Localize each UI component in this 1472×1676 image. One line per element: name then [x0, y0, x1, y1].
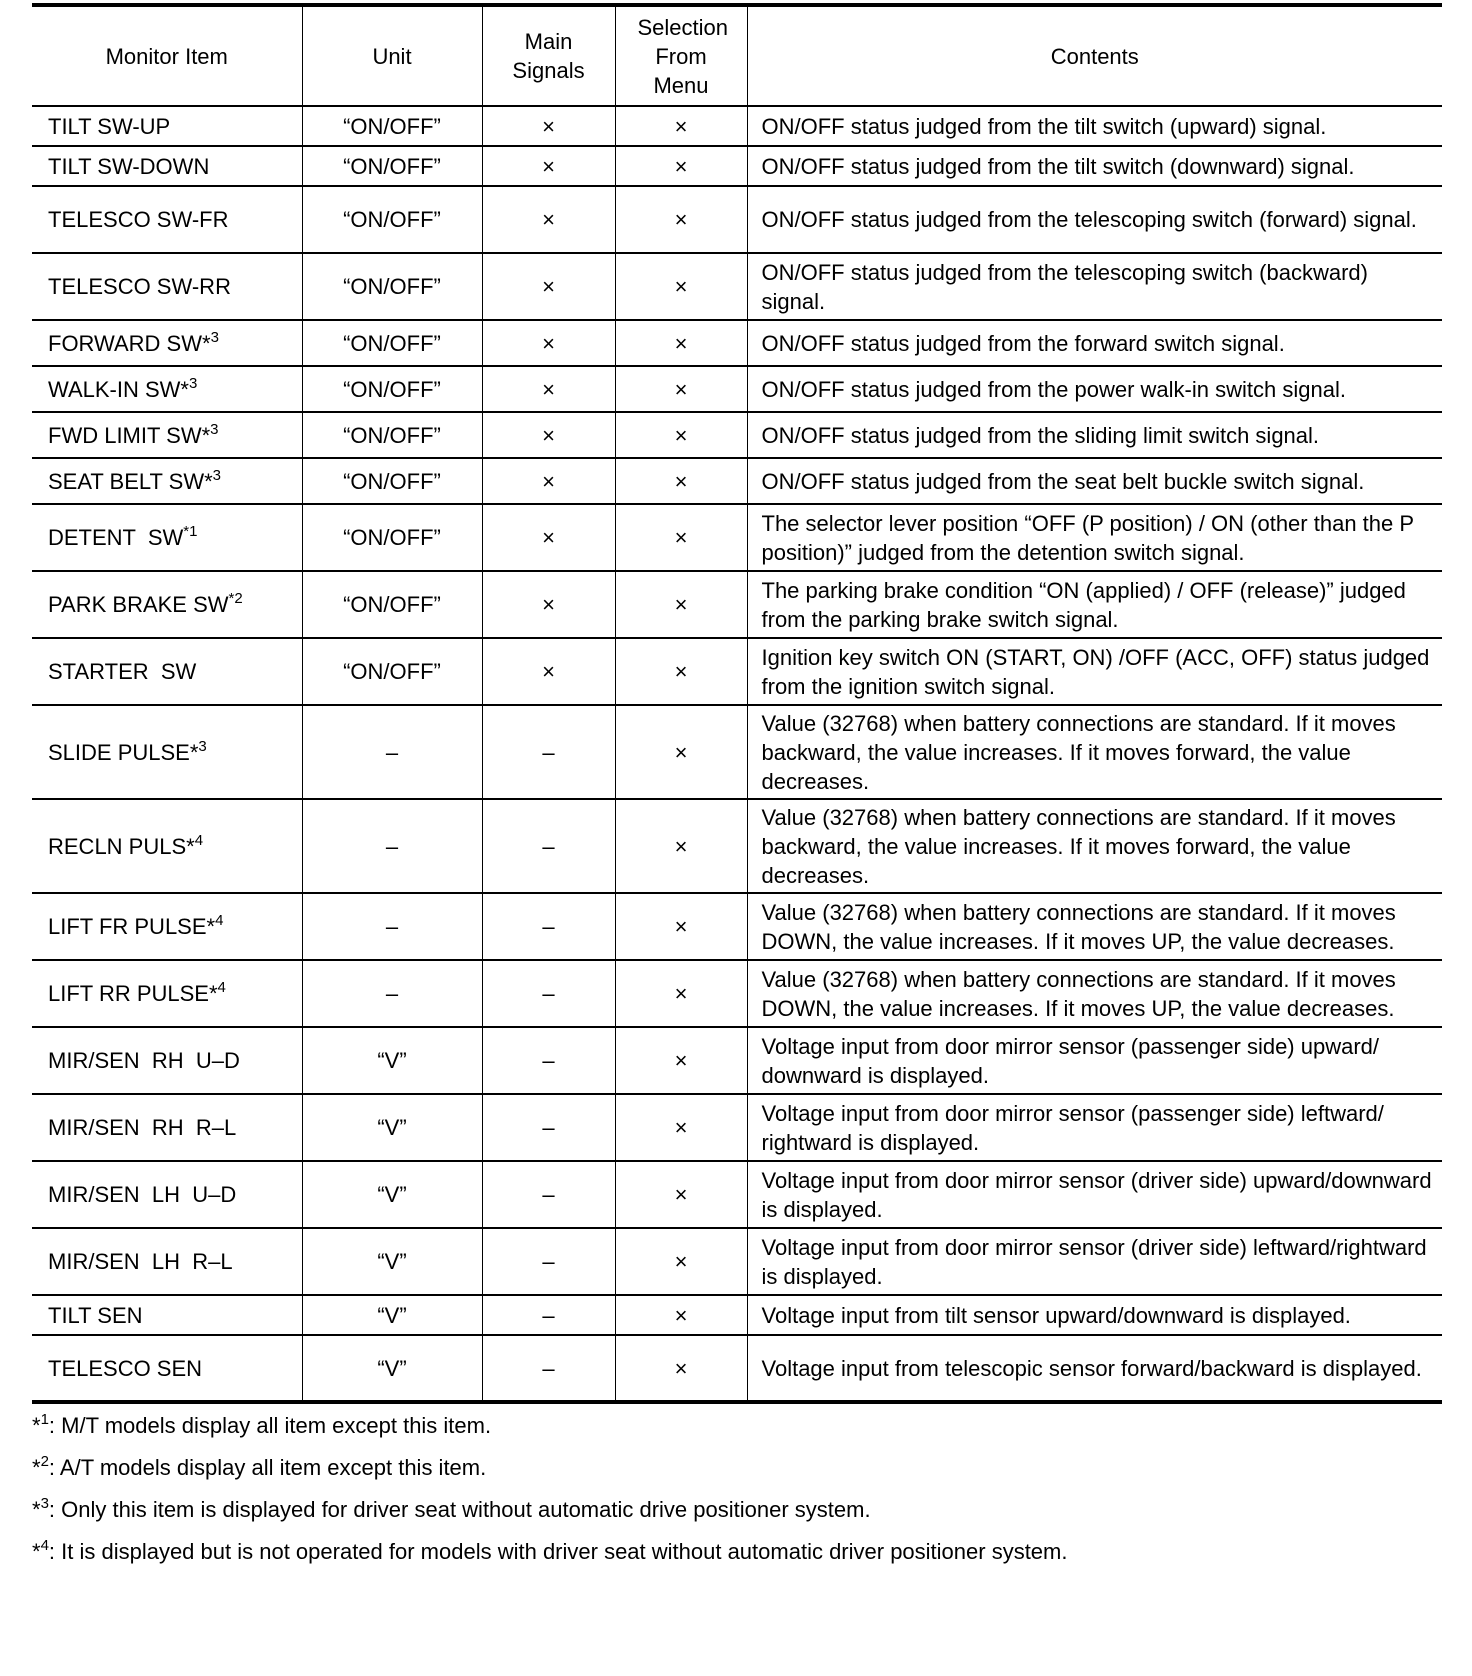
contents-cell: [747, 504, 1442, 571]
header-selection-from-menu: Selection From Menu: [615, 5, 747, 106]
contents-cell: [747, 638, 1442, 705]
header-contents: Contents: [747, 5, 1442, 106]
unit-cell: [302, 1335, 482, 1402]
table-row: [32, 1335, 1442, 1402]
unit-cell: [302, 638, 482, 705]
unit-cell: [302, 571, 482, 638]
selection-cell: [615, 412, 747, 458]
unit-cell-text: “ON/OFF”: [343, 207, 441, 232]
selection-cell: [615, 1335, 747, 1402]
table-row: [32, 412, 1442, 458]
selection-cell-text: ×: [674, 113, 688, 139]
contents-cell: [747, 1228, 1442, 1295]
contents-cell: [747, 799, 1442, 893]
footnote: [32, 1537, 1442, 1579]
unit-cell: [302, 960, 482, 1027]
main-signals-cell: [482, 571, 615, 638]
main-signals-cell-text: ×: [542, 153, 555, 179]
selection-cell-text: ×: [674, 153, 688, 179]
main-signals-cell-text: –: [542, 914, 555, 939]
table-row: [32, 106, 1442, 146]
selection-cell: [615, 1027, 747, 1094]
table-row: [32, 504, 1442, 571]
table-row: [32, 799, 1442, 893]
table-row: [32, 253, 1442, 320]
unit-cell-text: “V”: [377, 1115, 407, 1140]
footnote-mark: *: [32, 1497, 41, 1522]
selection-cell: [615, 1295, 747, 1335]
main-signals-cell: [482, 412, 615, 458]
footnote-ref: 3: [212, 466, 221, 484]
monitor-item-cell: [32, 799, 302, 893]
monitor-item-cell: [32, 458, 302, 504]
table-row: [32, 458, 1442, 504]
main-signals-cell-text: –: [542, 1115, 555, 1140]
selection-cell-text: ×: [674, 1115, 688, 1140]
contents-cell: [747, 960, 1442, 1027]
monitor-item-cell: [32, 504, 302, 571]
contents-cell-text: ON/OFF status judged from the sliding limit switch signal.: [761, 422, 1320, 448]
table-row: [32, 366, 1442, 412]
selection-cell-text: ×: [674, 207, 688, 232]
unit-cell-text: –: [385, 981, 399, 1006]
main-signals-cell-text: –: [542, 739, 555, 765]
table-row: [32, 1228, 1442, 1295]
unit-cell: [302, 186, 482, 253]
main-signals-cell: [482, 1161, 615, 1228]
selection-cell-text: ×: [674, 659, 688, 684]
table-row: [32, 571, 1442, 638]
main-signals-cell: [482, 638, 615, 705]
monitor-item-cell-text: MIR/SEN LH R–L: [48, 1249, 233, 1274]
footnote: [32, 1411, 1442, 1453]
unit-cell: [302, 1161, 482, 1228]
unit-cell: [302, 458, 482, 504]
monitor-item-cell-text: LIFT RR PULSE*: [48, 981, 218, 1006]
main-signals-cell-text: ×: [542, 274, 555, 299]
unit-cell-text: “V”: [377, 1355, 407, 1381]
monitor-item-cell-text: WALK-IN SW*: [48, 376, 189, 402]
table-row: [32, 146, 1442, 186]
main-signals-cell: [482, 1228, 615, 1295]
unit-cell-text: “ON/OFF”: [343, 153, 441, 179]
contents-cell: [747, 705, 1442, 799]
contents-cell: [747, 320, 1442, 366]
selection-cell: [615, 106, 747, 146]
monitor-item-cell: [32, 571, 302, 638]
monitor-item-cell: [32, 705, 302, 799]
unit-cell-text: “ON/OFF”: [343, 592, 441, 617]
monitor-item-cell: [32, 1335, 302, 1402]
unit-cell: [302, 106, 482, 146]
main-signals-cell-text: ×: [542, 207, 555, 232]
contents-cell: [747, 366, 1442, 412]
selection-cell: [615, 571, 747, 638]
table-row: [32, 1295, 1442, 1335]
selection-cell: [615, 1161, 747, 1228]
table-row: [32, 320, 1442, 366]
contents-cell: [747, 412, 1442, 458]
unit-cell: [302, 1228, 482, 1295]
contents-cell-text: ON/OFF status judged from the tilt switch (downward) signal.: [761, 153, 1355, 179]
selection-cell-text: ×: [674, 914, 688, 939]
monitor-item-cell-text: FORWARD SW*: [48, 330, 211, 356]
contents-cell-text: ON/OFF status judged from the forward switch signal.: [761, 330, 1285, 356]
selection-cell: [615, 1228, 747, 1295]
unit-cell-text: “ON/OFF”: [343, 274, 441, 299]
main-signals-cell: [482, 253, 615, 320]
monitor-item-cell: [32, 366, 302, 412]
monitor-item-cell: [32, 893, 302, 960]
monitor-item-cell-text: TILT SW-DOWN: [48, 153, 210, 179]
table-row: [32, 705, 1442, 799]
monitor-item-cell-text: SLIDE PULSE*: [48, 739, 199, 765]
table-row: [32, 1094, 1442, 1161]
footnote-number: 2: [40, 1453, 49, 1470]
unit-cell-text: “V”: [377, 1048, 407, 1073]
contents-cell-text: Voltage input from door mirror sensor (passenger side) leftward/ rightward is displayed.: [761, 1100, 1384, 1155]
monitor-item-cell: [32, 146, 302, 186]
footnote-text: : It is displayed but is not operated for models with driver seat without automatic driver positioner system.: [48, 1539, 1068, 1564]
unit-cell-text: “ON/OFF”: [343, 330, 441, 356]
unit-cell: [302, 253, 482, 320]
table-row: [32, 638, 1442, 705]
unit-cell: [302, 705, 482, 799]
contents-cell-text: ON/OFF status judged from the seat belt buckle switch signal.: [761, 468, 1365, 494]
main-signals-cell-text: –: [542, 833, 555, 859]
unit-cell-text: –: [385, 833, 399, 859]
footnote-text: : Only this item is displayed for driver seat without automatic drive positioner system.: [48, 1497, 871, 1522]
monitor-item-cell: [32, 1295, 302, 1335]
table-row: [32, 960, 1442, 1027]
main-signals-cell: [482, 458, 615, 504]
selection-cell: [615, 146, 747, 186]
contents-cell: [747, 1295, 1442, 1335]
unit-cell: [302, 893, 482, 960]
monitor-item-cell-text: MIR/SEN RH R–L: [48, 1115, 237, 1140]
footnotes: [32, 1411, 1442, 1579]
contents-cell-text: ON/OFF status judged from the telescoping switch (backward) signal.: [761, 259, 1368, 314]
monitor-item-cell: [32, 960, 302, 1027]
selection-cell-text: ×: [674, 1302, 688, 1328]
main-signals-cell-text: –: [542, 1048, 555, 1073]
table-row: [32, 893, 1442, 960]
main-signals-cell: [482, 960, 615, 1027]
monitor-item-cell: [32, 1027, 302, 1094]
header-main-signals: Main Signals: [482, 5, 615, 106]
main-signals-cell-text: –: [542, 981, 555, 1006]
monitor-item-cell: [32, 106, 302, 146]
monitor-item-cell: [32, 1161, 302, 1228]
selection-cell-text: ×: [674, 525, 688, 550]
unit-cell-text: “ON/OFF”: [343, 422, 441, 448]
main-signals-cell-text: –: [542, 1302, 555, 1328]
unit-cell: [302, 146, 482, 186]
selection-cell: [615, 893, 747, 960]
selection-cell-text: ×: [674, 1182, 688, 1207]
footnote-ref: 3: [188, 374, 198, 392]
table-row: [32, 186, 1442, 253]
footnote-mark: *: [32, 1413, 41, 1438]
contents-cell-text: The parking brake condition “ON (applied) / OFF (release)” judged from the parking brake switch signal.: [761, 577, 1406, 632]
unit-cell-text: “ON/OFF”: [343, 659, 441, 684]
main-signals-cell: [482, 504, 615, 571]
contents-cell-text: Ignition key switch ON (START, ON) /OFF (ACC, OFF) status judged from the ignition switch signal.: [761, 644, 1430, 699]
main-signals-cell: [482, 1335, 615, 1402]
table-body: [32, 106, 1442, 1402]
selection-cell: [615, 186, 747, 253]
footnote-text: : M/T models display all item except this item.: [48, 1413, 492, 1438]
monitor-item-cell-text: RECLN PULS*: [48, 833, 195, 859]
main-signals-cell: [482, 1295, 615, 1335]
unit-cell: [302, 320, 482, 366]
footnote: [32, 1495, 1442, 1537]
footnote-mark: *: [32, 1455, 41, 1480]
contents-cell: [747, 146, 1442, 186]
header-unit: Unit: [302, 5, 482, 106]
selection-cell: [615, 366, 747, 412]
contents-cell: [747, 1335, 1442, 1402]
main-signals-cell: [482, 1027, 615, 1094]
main-signals-cell-text: ×: [542, 659, 555, 684]
selection-cell: [615, 960, 747, 1027]
table-row: [32, 1161, 1442, 1228]
contents-cell-text: Voltage input from tilt sensor upward/downward is displayed.: [761, 1302, 1351, 1328]
footnote-number: 3: [40, 1495, 49, 1512]
main-signals-cell: [482, 1094, 615, 1161]
monitor-item-cell: [32, 1094, 302, 1161]
unit-cell: [302, 1094, 482, 1161]
contents-cell-text: The selector lever position “OFF (P position) / ON (other than the P position)” judged from the detention switch signal.: [761, 510, 1414, 565]
monitor-item-cell-text: MIR/SEN LH U–D: [48, 1182, 237, 1207]
main-signals-cell-text: ×: [542, 525, 555, 550]
main-signals-cell-text: –: [542, 1249, 555, 1274]
selection-cell-text: ×: [674, 833, 688, 859]
main-signals-cell-text: ×: [542, 468, 555, 494]
unit-cell: [302, 366, 482, 412]
selection-cell-text: ×: [674, 1355, 688, 1381]
monitor-item-cell: [32, 412, 302, 458]
contents-cell-text: Voltage input from door mirror sensor (driver side) leftward/rightward is displayed.: [761, 1234, 1427, 1289]
monitor-item-cell-text: TELESCO SW-RR: [48, 274, 231, 299]
table-row: [32, 1027, 1442, 1094]
selection-cell-text: ×: [674, 422, 688, 448]
main-signals-cell-text: –: [542, 1182, 555, 1207]
contents-cell-text: Value (32768) when battery connections are standard. If it moves DOWN, the value increases. If it moves UP, the value decreases.: [761, 966, 1396, 1021]
footnote-number: 4: [40, 1537, 49, 1554]
monitor-item-cell-text: TILT SW-UP: [48, 113, 171, 139]
selection-cell-text: ×: [674, 330, 688, 356]
monitor-table: [32, 3, 1442, 1404]
selection-cell: [615, 638, 747, 705]
main-signals-cell: [482, 146, 615, 186]
main-signals-cell: [482, 893, 615, 960]
monitor-item-cell-text: DETENT SW: [48, 525, 184, 550]
selection-cell-text: ×: [674, 274, 688, 299]
main-signals-cell-text: ×: [542, 592, 555, 617]
main-signals-cell-text: ×: [542, 113, 555, 139]
unit-cell-text: “ON/OFF”: [343, 376, 441, 402]
contents-cell-text: Voltage input from door mirror sensor (driver side) upward/downward is displayed.: [761, 1167, 1432, 1222]
monitor-item-cell-text: FWD LIMIT SW*: [48, 422, 211, 448]
main-signals-cell: [482, 186, 615, 253]
selection-cell: [615, 458, 747, 504]
footnote-ref: 3: [210, 420, 219, 438]
footnote-text: : A/T models display all item except this item.: [48, 1455, 487, 1480]
selection-cell: [615, 253, 747, 320]
monitor-item-cell: [32, 253, 302, 320]
contents-cell-text: Voltage input from telescopic sensor forward/backward is displayed.: [761, 1355, 1422, 1381]
footnote-ref: 3: [198, 737, 207, 755]
monitor-item-cell-text: MIR/SEN RH U–D: [48, 1048, 240, 1073]
unit-cell-text: “V”: [377, 1302, 407, 1328]
unit-cell: [302, 1027, 482, 1094]
footnote-ref: 3: [210, 328, 219, 346]
header-row: [32, 5, 1442, 106]
unit-cell: [302, 504, 482, 571]
contents-cell: [747, 1027, 1442, 1094]
selection-cell-text: ×: [674, 1249, 688, 1274]
unit-cell: [302, 799, 482, 893]
selection-cell-text: ×: [674, 1048, 688, 1073]
selection-cell-text: ×: [674, 376, 688, 402]
contents-cell-text: Value (32768) when battery connections are standard. If it moves backward, the value increases. If it moves forward, the value decreases.: [761, 804, 1396, 888]
monitor-item-cell: [32, 320, 302, 366]
main-signals-cell-text: ×: [542, 422, 555, 448]
page: [32, 3, 1442, 1579]
selection-cell-text: ×: [674, 739, 688, 765]
contents-cell: [747, 571, 1442, 638]
main-signals-cell: [482, 799, 615, 893]
contents-cell: [747, 458, 1442, 504]
unit-cell-text: “V”: [377, 1182, 407, 1207]
monitor-item-cell: [32, 638, 302, 705]
contents-cell-text: Value (32768) when battery connections are standard. If it moves backward, the value increases. If it moves forward, the value decreases.: [761, 710, 1396, 794]
contents-cell-text: Voltage input from door mirror sensor (passenger side) upward/ downward is displayed.: [761, 1033, 1380, 1088]
monitor-item-cell: [32, 186, 302, 253]
footnote-ref: *1: [183, 523, 198, 540]
contents-cell-text: ON/OFF status judged from the power walk-in switch signal.: [761, 376, 1346, 402]
main-signals-cell: [482, 705, 615, 799]
footnote-ref: 4: [217, 979, 226, 996]
footnote-ref: 4: [215, 912, 224, 929]
contents-cell-text: ON/OFF status judged from the tilt switch (upward) signal.: [761, 113, 1327, 139]
unit-cell-text: “V”: [377, 1249, 407, 1274]
contents-cell: [747, 106, 1442, 146]
footnote-ref: *2: [228, 590, 243, 607]
unit-cell: [302, 412, 482, 458]
selection-cell: [615, 705, 747, 799]
contents-cell-text: ON/OFF status judged from the telescoping switch (forward) signal.: [761, 207, 1417, 232]
footnote: [32, 1453, 1442, 1495]
selection-cell: [615, 320, 747, 366]
monitor-item-cell: [32, 1228, 302, 1295]
main-signals-cell: [482, 320, 615, 366]
selection-cell: [615, 799, 747, 893]
main-signals-cell-text: ×: [542, 376, 555, 402]
contents-cell: [747, 186, 1442, 253]
unit-cell-text: –: [385, 739, 399, 765]
footnote-mark: *: [32, 1539, 41, 1564]
monitor-item-cell-text: TILT SEN: [48, 1302, 143, 1328]
selection-cell-text: ×: [674, 981, 688, 1006]
contents-cell: [747, 253, 1442, 320]
selection-cell-text: ×: [674, 468, 688, 494]
selection-cell: [615, 504, 747, 571]
contents-cell-text: Value (32768) when battery connections are standard. If it moves DOWN, the value increases. If it moves UP, the value decreases.: [761, 899, 1396, 954]
unit-cell-text: “ON/OFF”: [343, 113, 441, 139]
selection-cell: [615, 1094, 747, 1161]
main-signals-cell-text: –: [542, 1355, 555, 1381]
monitor-item-cell-text: TELESCO SW-FR: [48, 207, 229, 232]
header-monitor-item: Monitor Item: [32, 5, 302, 106]
footnote-number: 1: [40, 1411, 49, 1428]
main-signals-cell: [482, 366, 615, 412]
monitor-item-cell-text: PARK BRAKE SW: [48, 592, 229, 617]
main-signals-cell-text: ×: [542, 330, 555, 356]
contents-cell: [747, 893, 1442, 960]
contents-cell: [747, 1161, 1442, 1228]
unit-cell-text: “ON/OFF”: [343, 468, 441, 494]
unit-cell-text: –: [385, 914, 399, 939]
main-signals-cell: [482, 106, 615, 146]
selection-cell-text: ×: [674, 592, 688, 617]
unit-cell: [302, 1295, 482, 1335]
monitor-item-cell-text: SEAT BELT SW*: [48, 468, 213, 494]
monitor-item-cell-text: STARTER SW: [48, 659, 197, 684]
unit-cell-text: “ON/OFF”: [343, 525, 441, 550]
contents-cell: [747, 1094, 1442, 1161]
footnote-ref: 4: [194, 831, 204, 849]
monitor-item-cell-text: LIFT FR PULSE*: [48, 914, 216, 939]
monitor-item-cell-text: TELESCO SEN: [48, 1355, 203, 1381]
